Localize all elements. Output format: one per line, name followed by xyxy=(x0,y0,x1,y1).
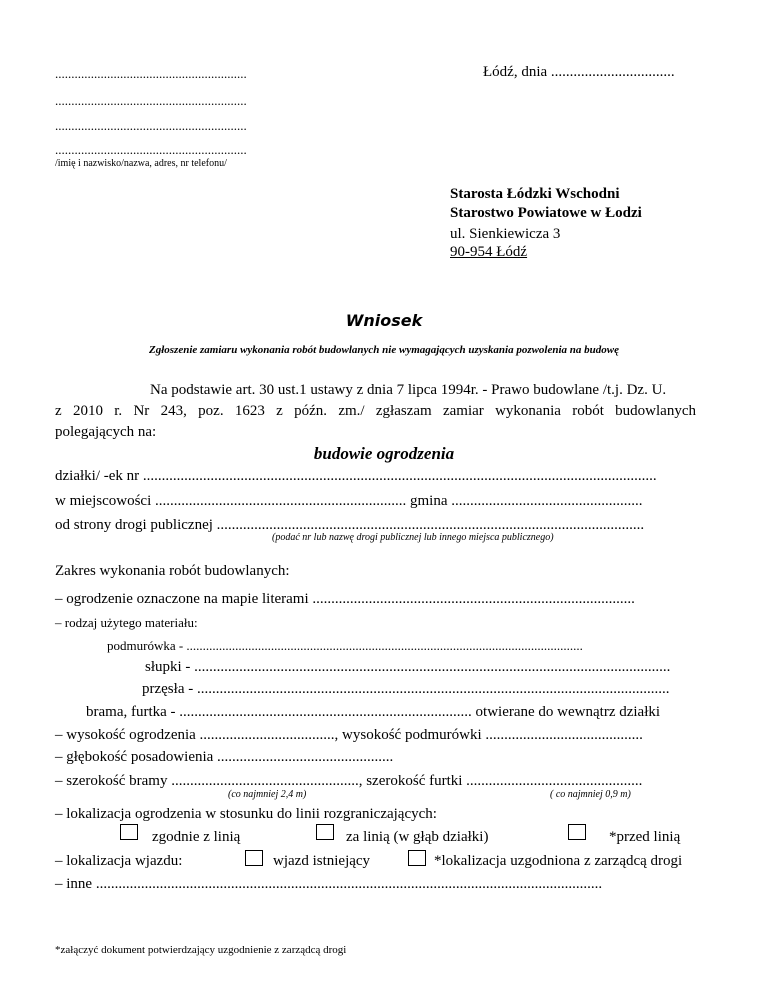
scope-inne[interactable]: – inne ....................................................................................................................................... xyxy=(55,876,603,892)
page-title: Wniosek xyxy=(345,311,423,330)
footnote: *załączyć dokument potwierdzający uzgodnienie z zarządcą drogi xyxy=(55,944,347,956)
scope-item-mapa[interactable]: – ogrodzenie oznaczone na mapie literami ...................................................................................... xyxy=(55,591,635,607)
scope-heading: Zakres wykonania robót budowlanych: xyxy=(55,563,290,579)
intro-line-3: polegających na: xyxy=(55,424,157,440)
recipient-line-2: Starostwo Powiatowe w Łodzi xyxy=(450,205,642,221)
checkbox-uzgodniona[interactable] xyxy=(408,850,426,866)
page-subtitle: Zgłoszenie zamiaru wykonania robót budowlanych nie wymagających uzyskania pozwolenia na budowę xyxy=(149,344,619,356)
recipient-line-4: 90-954 Łódź xyxy=(450,244,528,260)
sender-caption: /imię i nazwisko/nazwa, adres, nr telefonu/ xyxy=(55,158,227,169)
sender-line-1: ........................................................... xyxy=(55,66,247,81)
label-uzgodniona: *lokalizacja uzgodniona z zarządcą drogi xyxy=(434,853,683,869)
material-przesla[interactable]: przęsła - .............................................................................................................................. xyxy=(142,681,670,697)
recipient-line-1: Starosta Łódzki Wschodni xyxy=(450,186,620,202)
brama-hint: (co najmniej 2,4 m) xyxy=(228,789,307,800)
scope-szerokosc[interactable]: – szerokość bramy .................................................., szerokość furtki ............................................... xyxy=(55,773,643,789)
label-wjazd-istniejacy: wjazd istniejący xyxy=(273,853,371,869)
intro-line-1: Na podstawie art. 30 ust.1 ustawy z dnia 7 lipca 1994r. - Prawo budowlane /t.j. Dz. U. xyxy=(150,382,667,398)
sender-line-3: ........................................................... xyxy=(55,118,247,133)
field-droga[interactable]: od strony drogi publicznej .................................................................................................................. xyxy=(55,517,645,533)
wjazd-label: – lokalizacja wjazdu: xyxy=(55,853,183,869)
checkbox-zgodnie[interactable] xyxy=(120,824,138,840)
checkbox-przed-linia[interactable] xyxy=(568,824,586,840)
recipient-line-3: ul. Sienkiewicza 3 xyxy=(450,226,561,242)
checkbox-za-linia[interactable] xyxy=(316,824,334,840)
field-miejscowosc[interactable]: w miejscowości ................................................................... gmina ................................................... xyxy=(55,493,643,509)
material-slupki[interactable]: słupki - ............................................................................................................................... xyxy=(145,659,671,675)
material-brama[interactable]: brama, furtka - .............................................................................. otwierane do wewnątrz działki xyxy=(86,704,661,720)
place-date: Łódź, dnia ................................. xyxy=(483,64,675,80)
sender-line-2: ........................................................... xyxy=(55,93,247,108)
sender-line-4: ........................................................... xyxy=(55,142,247,157)
field-dzialki[interactable]: działki/ -ek nr ......................................................................................................................................... xyxy=(55,468,657,484)
material-podmurowka[interactable]: podmurówka - .......................................................................................................................... xyxy=(107,638,583,653)
field-droga-hint: (podać nr lub nazwę drogi publicznej lub innego miejsca publicznego) xyxy=(272,532,554,543)
label-przed-linia: *przed linią xyxy=(609,829,681,845)
scope-lokalizacja: – lokalizacja ogrodzenia w stosunku do linii rozgraniczających: xyxy=(55,806,437,822)
label-zgodnie: zgodnie z linią xyxy=(152,829,241,845)
scope-glebokosc[interactable]: – głębokość posadowienia ............................................... xyxy=(55,749,394,765)
work-type: budowie ogrodzenia xyxy=(313,444,455,463)
checkbox-wjazd-istniejacy[interactable] xyxy=(245,850,263,866)
furtka-hint: ( co najmniej 0,9 m) xyxy=(550,789,631,800)
scope-wysokosc[interactable]: – wysokość ogrodzenia ...................................., wysokość podmurówki .......................................... xyxy=(55,727,643,743)
label-za-linia: za linią (w głąb działki) xyxy=(346,829,489,845)
intro-line-2: z 2010 r. Nr 243, poz. 1623 z późn. zm./ zgłaszam zamiar wykonania robót budowlanych xyxy=(55,403,696,419)
scope-item-material: – rodzaj użytego materiału: xyxy=(55,615,198,630)
